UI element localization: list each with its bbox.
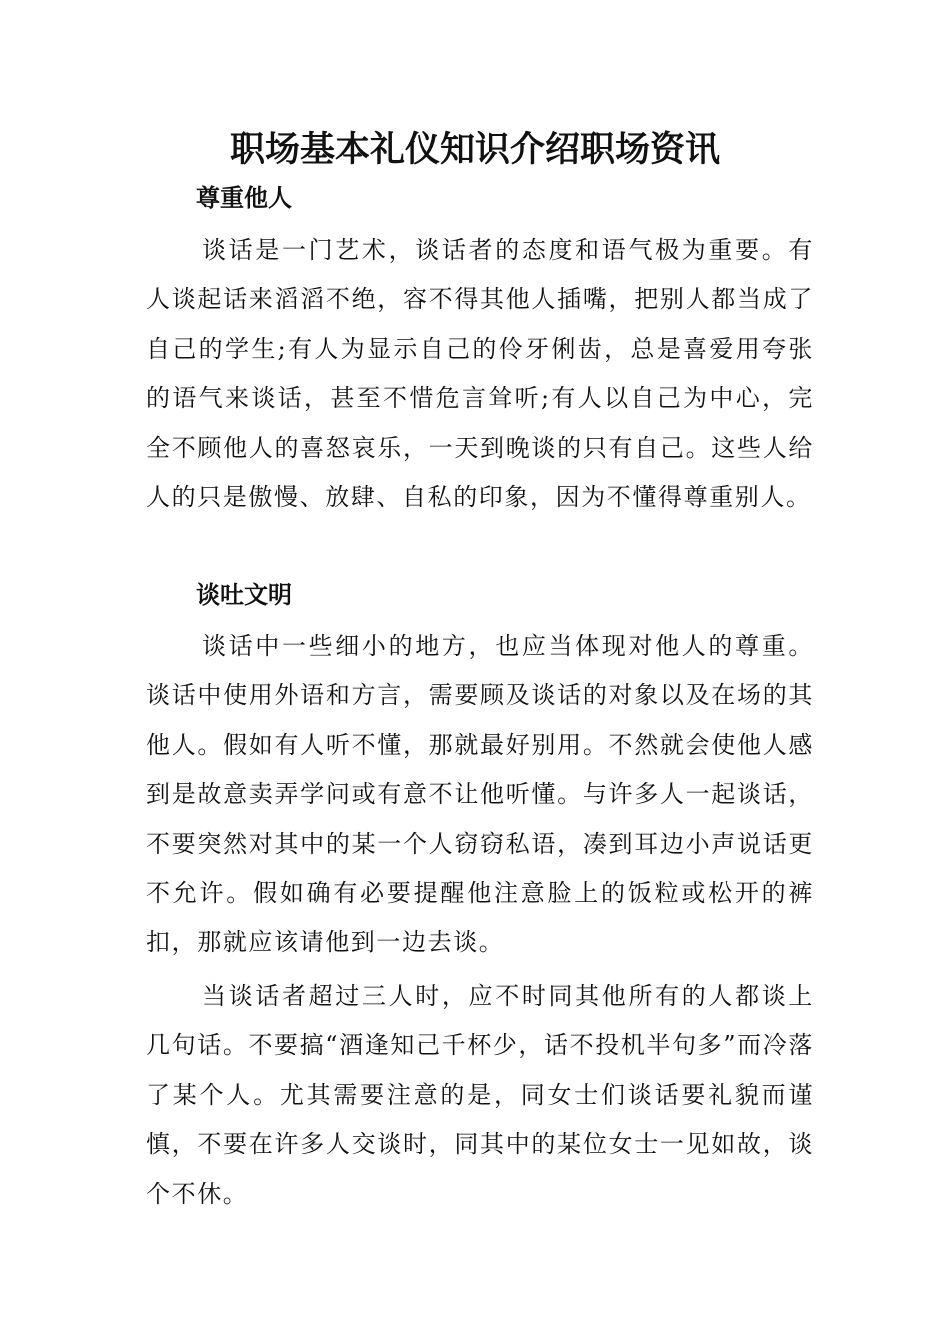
paragraph-respect: 谈话是一门艺术，谈话者的态度和语气极为重要。有人谈起话来滔滔不绝，容不得其他人插嘴，把别人都当成了自己的学生;有人为显示自己的伶牙俐齿，总是喜爱用夸张的语气来谈话，甚至不惜危言耸听;有人以自己为中心，完全不顾他人的喜怒哀乐，一天到晚谈的只有自己。这些人给人的只是傲慢、放肆、自私的印象，因为不懂得尊重别人。 [146,236,814,512]
page-title: 职场基本礼仪知识介绍职场资讯 [229,130,720,170]
section-heading-respect: 尊重他人 [196,183,292,212]
paragraph-civil-speech-2: 当谈话者超过三人时，应不时同其他所有的人都谈上几句话。不要搞“酒逢知己千杯少，话不投机半句多”而冷落了某个人。尤其需要注意的是，同女士们谈话要礼貌而谨慎，不要在许多人交谈时，同其中的某位女士一见如故，谈个不休。 [146,982,814,1208]
paragraph-civil-speech-1: 谈话中一些细小的地方，也应当体现对他人的尊重。谈话中使用外语和方言，需要顾及谈话的对象以及在场的其他人。假如有人听不懂，那就最好别用。不然就会使他人感到是故意卖弄学问或有意不让他听懂。与许多人一起谈话，不要突然对其中的某一个人窃窃私语，凑到耳边小声说话更不允许。假如确有必要提醒他注意脸上的饭粒或松开的裤扣，那就应该请他到一边去谈。 [146,632,814,957]
section-heading-civil-speech: 谈吐文明 [196,580,292,609]
